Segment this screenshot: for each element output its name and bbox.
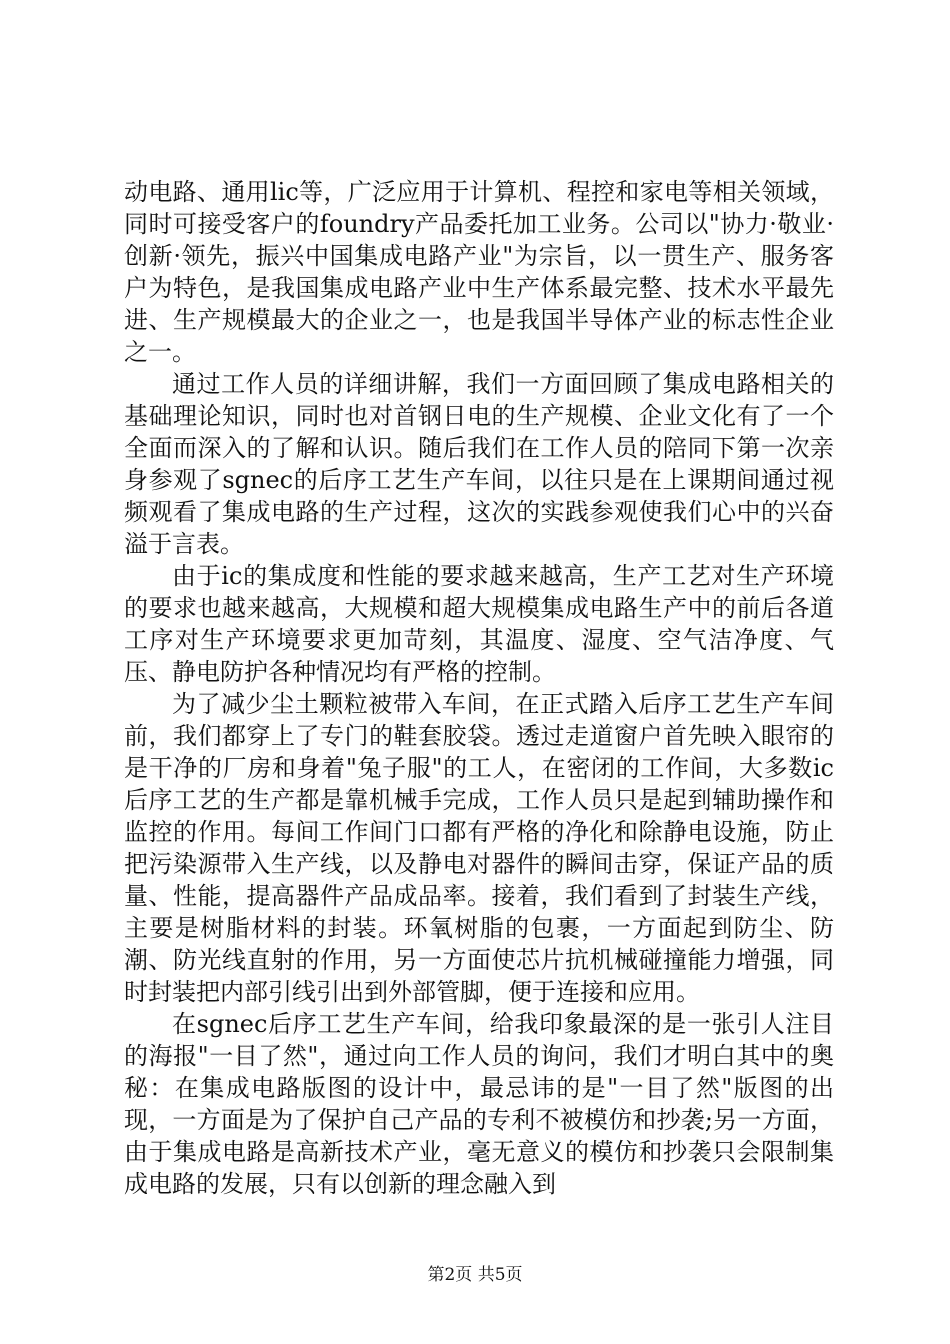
paragraph-3: 由于ic的集成度和性能的要求越来越高，生产工艺对生产环境的要求也越来越高，大规模和超大规模集成电路生产中的前后各道工序对生产环境要求更加苛刻，其温度、湿度、空气洁净度、气压、静电防护各种情况均有严格的控制。 [124, 562, 834, 686]
page-footer [0, 1264, 950, 1286]
paragraph-2: 通过工作人员的详细讲解，我们一方面回顾了集成电路相关的基础理论知识，同时也对首钢日电的生产规模、企业文化有了一个全面而深入的了解和认识。随后我们在工作人员的陪同下第一次亲身参观了sgnec的后序工艺生产车间，以往只是在上课期间通过视频观看了集成电路的生产过程，这次的实践参观使我们心中的兴奋溢于言表。 [124, 370, 834, 558]
paragraph-5: 在sgnec后序工艺生产车间，给我印象最深的是一张引人注目的海报"一目了然"，通过向工作人员的询问，我们才明白其中的奥秘：在集成电路版图的设计中，最忌讳的是"一目了然"版图的出现，一方面是为了保护自己产品的专利不被模仿和抄袭;另一方面，由于集成电路是高新技术产业，毫无意义的模仿和抄袭只会限制集成电路的发展，只有以创新的理念融入到 [124, 1010, 834, 1198]
paragraph-1: 动电路、通用lic等，广泛应用于计算机、程控和家电等相关领域，同时可接受客户的foundry产品委托加工业务。公司以"协力·敬业·创新·领先，振兴中国集成电路产业"为宗旨，以一贯生产、服务客户为特色，是我国集成电路产业中生产体系最完整、技术水平最先进、生产规模最大的企业之一，也是我国半导体产业的标志性企业之一。 [124, 178, 834, 366]
paragraph-4: 为了减少尘土颗粒被带入车间，在正式踏入后序工艺生产车间前，我们都穿上了专门的鞋套胶袋。透过走道窗户首先映入眼帘的是干净的厂房和身着"兔子服"的工人，在密闭的工作间，大多数ic后序工艺的生产都是靠机械手完成，工作人员只是起到辅助操作和监控的作用。每间工作间门口都有严格的净化和除静电设施，防止把污染源带入生产线，以及静电对器件的瞬间击穿，保证产品的质量、性能，提高器件产品成品率。接着，我们看到了封装生产线，主要是树脂材料的封装。环氧树脂的包裹，一方面起到防尘、防潮、防光线直射的作用，另一方面使芯片抗机械碰撞能力增强，同时封装把内部引线引出到外部管脚，便于连接和应用。 [124, 690, 834, 1006]
page-number-label: 第2页 共5页 [427, 1265, 523, 1285]
document-body [124, 176, 834, 1200]
